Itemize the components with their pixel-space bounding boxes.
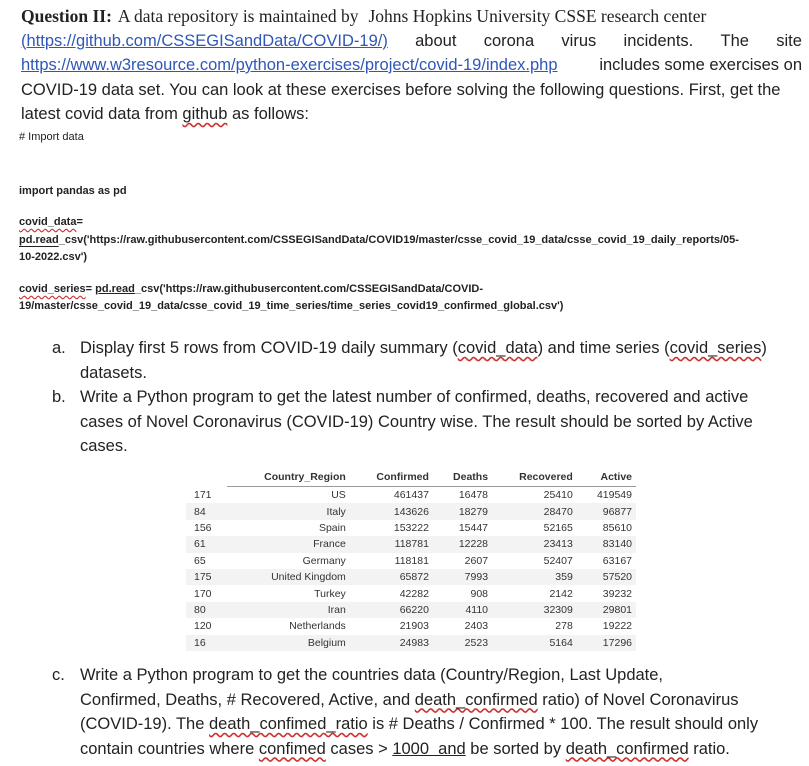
table-cell-country: Italy	[227, 503, 350, 519]
item-line	[80, 712, 792, 737]
table-cell-index: 171	[194, 488, 212, 501]
intro-line-3	[21, 53, 802, 78]
results-table	[186, 468, 636, 651]
code-covid-data-cont: 10-2022.csv')	[19, 251, 88, 263]
item-text	[80, 385, 792, 459]
item-line	[80, 688, 792, 713]
intro-paragraph	[21, 4, 802, 127]
code-covid-data-line	[19, 214, 83, 231]
table-cell-confirmed: 24983	[350, 635, 433, 651]
item-marker: b.	[52, 388, 66, 406]
table-cell-deaths: 4110	[433, 602, 492, 618]
table-cell-recovered: 52165	[543, 521, 573, 534]
table-cell-deaths: 2607	[464, 554, 489, 567]
table-row	[186, 487, 636, 504]
table-cell-deaths: 15447	[458, 521, 489, 534]
item-var: covid_data	[457, 339, 538, 357]
table-cell-index: 175	[186, 569, 227, 585]
github-word: github	[182, 105, 228, 123]
intro-line-4	[21, 78, 802, 103]
table-cell-index: 61	[186, 536, 227, 552]
table-row	[186, 635, 636, 651]
item-text-part: contain countries where	[80, 739, 259, 758]
table-cell-deaths: 18279	[433, 503, 492, 519]
item-line: Write a Python program to get the latest number of confirmed, deaths, recovered and active	[80, 388, 749, 406]
item-line	[80, 336, 792, 361]
table-cell-confirmed: 42282	[399, 587, 429, 600]
table-row	[186, 618, 636, 634]
table-cell-index: 16	[186, 635, 227, 651]
item-text-part: Display first 5 rows from COVID-19 daily summary (	[80, 339, 458, 357]
intro-line-5	[21, 102, 802, 127]
intro-text: A data repository is maintained by	[117, 6, 359, 26]
item-line	[80, 737, 792, 762]
item-text	[80, 663, 792, 761]
table-cell-confirmed: 461437	[393, 489, 429, 502]
table-cell-recovered: 359	[492, 569, 577, 585]
table-cell-confirmed: 153222	[393, 521, 429, 534]
table-cell-recovered: 5164	[492, 635, 577, 651]
table-header-deaths: Deaths	[433, 468, 492, 487]
table-cell-confirmed: 21903	[399, 620, 429, 633]
item-marker: c.	[52, 666, 65, 684]
table-cell-active: 19222	[602, 620, 632, 633]
table-cell-confirmed: 65872	[350, 569, 433, 585]
item-line: Write a Python program to get the countries data (Country/Region, Last Update,	[80, 666, 664, 684]
table-cell-active: 63167	[602, 554, 632, 567]
table-cell-active: 29801	[577, 602, 636, 618]
table-cell-confirmed: 118181	[394, 554, 429, 567]
question-item-a	[52, 336, 792, 385]
item-text-part: is # Deaths / Confirmed * 100. The result should only	[367, 715, 759, 733]
code-fn: pd.read	[19, 234, 59, 246]
table-cell-index: 170	[194, 587, 212, 600]
table-cell-recovered: 23413	[492, 536, 577, 552]
table-row	[186, 569, 636, 585]
table-cell-country: Germany	[302, 554, 346, 567]
table-cell-index: 84	[186, 503, 227, 519]
item-text-part: ) and time series (	[537, 339, 670, 357]
question-item-c	[52, 663, 792, 761]
item-line: cases.	[80, 437, 128, 455]
intro-word: incidents.	[623, 31, 694, 50]
table-cell-deaths: 2523	[433, 635, 492, 651]
table-cell-recovered: 25410	[543, 489, 573, 502]
intro-word: corona	[483, 31, 535, 50]
table-cell-active: 419549	[596, 489, 632, 502]
table-row	[186, 520, 636, 536]
table-cell-recovered: 52407	[543, 554, 573, 567]
code-url: _csv('https://raw.githubusercontent.com/CSSEGISandData/COVID19/master/csse_covid_19_data/csse_covid_19_daily_reports/05-	[58, 234, 739, 246]
table-header-country: Country_Region	[227, 468, 350, 487]
table-cell-active: 83140	[577, 536, 636, 552]
table-header-row	[186, 468, 636, 487]
w3resource-link[interactable]: https://www.w3resource.com/python-exercises/project/covid-19/index.php	[21, 56, 558, 74]
item-text	[80, 336, 792, 385]
table-cell-deaths: 908	[470, 587, 489, 600]
code-covid-series-cont: 19/master/csse_covid_19_data/csse_covid_19_time_series/time_series_covid19_confirmed_global.csv')	[19, 300, 564, 312]
code-covid-data-call	[19, 232, 739, 249]
code-comment: # Import data	[19, 131, 84, 143]
table-cell-confirmed: 143626	[350, 503, 433, 519]
item-text-part: )	[761, 339, 767, 357]
table-cell-recovered: 278	[555, 620, 573, 633]
table-cell-deaths: 7993	[433, 569, 492, 585]
table-cell-country: Spain	[318, 521, 346, 534]
code-fn: pd.read	[95, 283, 135, 295]
table-cell-index: 120	[194, 620, 212, 633]
intro-word: site	[776, 31, 802, 50]
table-cell-active: 85610	[602, 521, 632, 534]
item-var: death_confirmed	[565, 739, 689, 758]
intro-text: as follows:	[227, 105, 310, 123]
item-var: confimed	[258, 739, 326, 758]
intro-org: Johns Hopkins University CSSE research center	[368, 6, 707, 26]
table-cell-country: Iran	[227, 602, 350, 618]
intro-word: about	[415, 31, 457, 50]
intro-line-1	[21, 4, 802, 29]
table-cell-active: 17296	[577, 635, 636, 651]
item-text-part: ratio) of Novel Coronavirus	[537, 690, 739, 709]
code-eq: =	[85, 283, 96, 295]
table-cell-country: Netherlands	[289, 620, 346, 633]
github-repo-link[interactable]: (https://github.com/CSSEGISandData/COVID-19/)	[21, 31, 388, 50]
code-var: covid_data	[19, 216, 77, 228]
item-text-part: cases >	[325, 739, 393, 758]
table-header-index	[186, 468, 227, 487]
table-header-active: Active	[577, 468, 636, 487]
item-line: datasets.	[80, 363, 147, 382]
table-cell-deaths: 16478	[458, 489, 489, 502]
table-cell-index: 80	[186, 602, 227, 618]
table-row	[186, 585, 636, 601]
code-import: import pandas as pd	[19, 185, 127, 197]
item-text-part: (COVID-19). The	[80, 715, 209, 733]
table-cell-active: 96877	[577, 503, 636, 519]
table-cell-recovered: 32309	[492, 602, 577, 618]
item-text-part: ratio.	[688, 739, 730, 758]
table-row	[186, 503, 636, 519]
code-url: _csv('https://raw.githubusercontent.com/CSSEGISandData/COVID-	[134, 283, 484, 295]
code-var: covid_series	[19, 283, 86, 295]
question-item-b	[52, 385, 792, 459]
table-cell-country: Turkey	[314, 587, 346, 600]
code-eq: =	[76, 216, 83, 228]
table-cell-country: United Kingdom	[227, 569, 350, 585]
table-cell-active: 57520	[577, 569, 636, 585]
table-row	[186, 602, 636, 618]
table-cell-index: 156	[194, 521, 212, 534]
table-cell-country: Belgium	[227, 635, 350, 651]
table-header-recovered: Recovered	[492, 468, 577, 487]
item-var: death_confimed_ratio	[208, 715, 368, 733]
item-line: cases of Novel Coronavirus (COVID-19) Country wise. The result should be sorted by Active	[80, 412, 753, 431]
intro-word: The	[720, 31, 749, 50]
item-var: death_confirmed	[414, 690, 538, 709]
table-cell-deaths: 2403	[464, 620, 489, 633]
intro-text: COVID-19 data set. You can look at these exercises before solving the following questions. First, get the	[21, 80, 781, 99]
table-cell-confirmed: 66220	[350, 602, 433, 618]
table-cell-deaths: 12228	[433, 536, 492, 552]
table-cell-index: 65	[194, 554, 206, 567]
intro-text: includes some exercises on	[599, 56, 802, 74]
code-covid-series-line	[19, 281, 483, 298]
item-text-part: be sorted by	[465, 739, 566, 758]
table-cell-country: France	[227, 536, 350, 552]
table-row	[186, 553, 636, 569]
item-var: covid_series	[669, 339, 762, 357]
table-header-confirmed: Confirmed	[350, 468, 433, 487]
item-text-part: Confirmed, Deaths, # Recovered, Active, and	[80, 690, 415, 709]
table-row	[186, 536, 636, 552]
table-cell-recovered: 2142	[549, 587, 573, 600]
item-text-part: 1000 and	[392, 739, 466, 758]
question-label: Question II:	[21, 6, 112, 26]
intro-word: virus	[561, 31, 597, 50]
item-marker: a.	[52, 339, 66, 357]
intro-line-2	[21, 29, 802, 54]
table-cell-active: 39232	[602, 587, 632, 600]
table-cell-confirmed: 118781	[350, 536, 433, 552]
intro-text: latest covid data from	[21, 105, 183, 123]
table-cell-recovered: 28470	[492, 503, 577, 519]
table-cell-country: US	[331, 489, 346, 502]
